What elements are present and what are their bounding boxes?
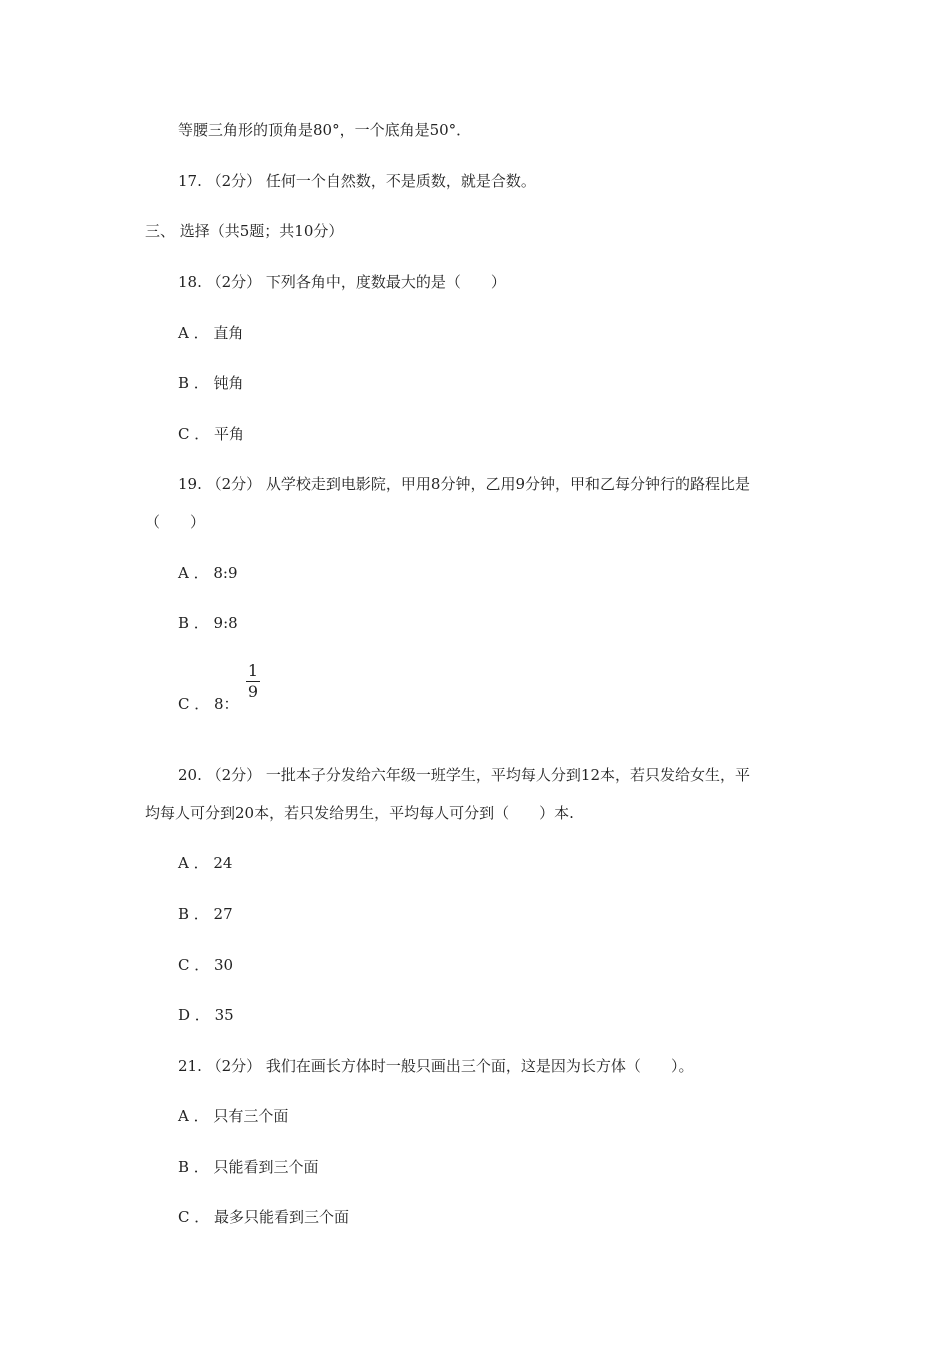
q20-option-c[interactable]: C ． 30 [178, 956, 234, 974]
statement-16-continued: 等腰三角形的顶角是80°，一个底角是50°． [178, 121, 472, 139]
q18-option-b[interactable]: B ． 钝角 [178, 374, 244, 392]
q19-option-a[interactable]: A ． 8:9 [178, 564, 238, 582]
q20-option-d[interactable]: D ． 35 [178, 1006, 234, 1024]
question-19: 19. （2分） 从学校走到电影院，甲用8分钟，乙用9分钟，甲和乙每分钟行的路程比是 [178, 475, 751, 493]
question-20-continued: 均每人可分到20本，若只发给男生，平均每人可分到（ ）本. [145, 804, 574, 822]
q20-option-a[interactable]: A ． 24 [178, 854, 233, 872]
question-17: 17. （2分） 任何一个自然数，不是质数，就是合数。 [178, 172, 536, 190]
question-20: 20. （2分） 一批本子分发给六年级一班学生，平均每人分到12本，若只发给女生，平 [178, 766, 751, 784]
question-21: 21. （2分） 我们在画长方体时一般只画出三个面，这是因为长方体（ ）。 [178, 1057, 694, 1075]
q20-option-b[interactable]: B ． 27 [178, 905, 233, 923]
q18-option-c[interactable]: C ． 平角 [178, 425, 245, 443]
q19-option-b[interactable]: B ． 9:8 [178, 614, 238, 632]
q21-option-a[interactable]: A ． 只有三个面 [178, 1107, 289, 1125]
q19-option-c-fraction [246, 662, 260, 701]
question-18: 18. （2分） 下列各角中，度数最大的是（ ） [178, 273, 506, 291]
fraction-numerator: 1 [247, 661, 259, 680]
question-19-continued: （ ） [145, 513, 206, 531]
section-heading-3: 三、 选择（共5题；共10分） [145, 222, 344, 240]
q19-option-c[interactable]: C ． 8： [178, 695, 239, 713]
q21-option-c[interactable]: C ． 最多只能看到三个面 [178, 1208, 350, 1226]
fraction-denominator: 9 [247, 682, 259, 701]
q18-option-a[interactable]: A ． 直角 [178, 324, 244, 342]
q21-option-b[interactable]: B ． 只能看到三个面 [178, 1158, 319, 1176]
